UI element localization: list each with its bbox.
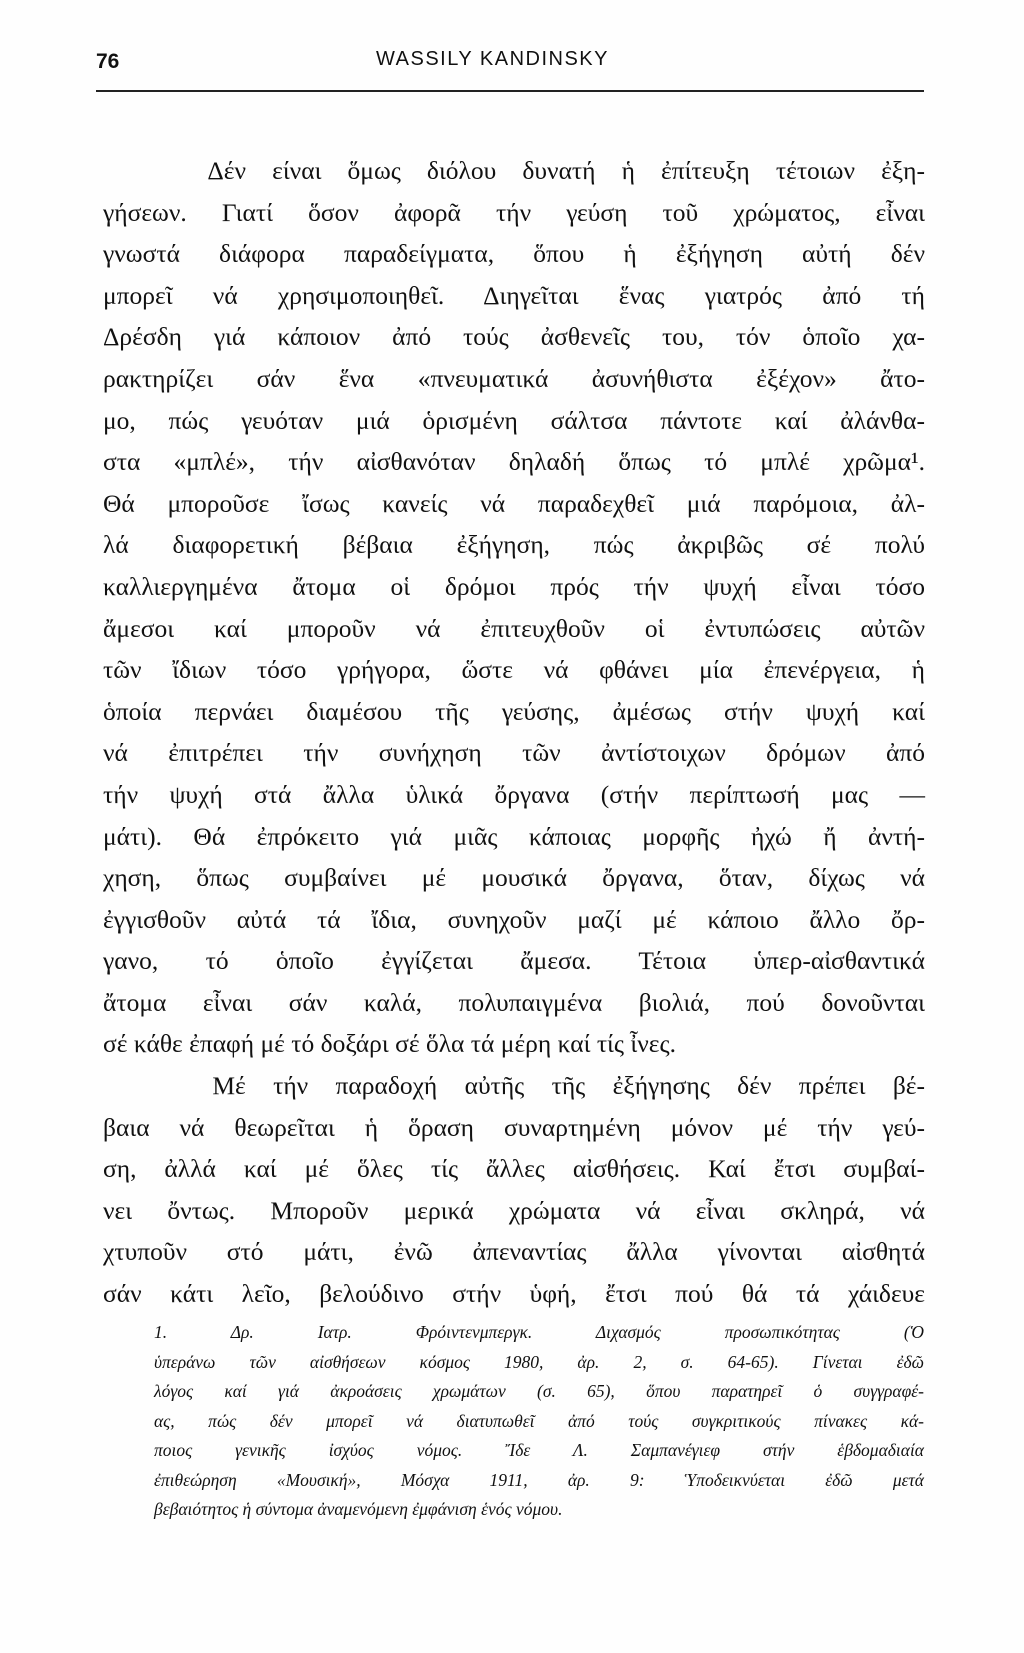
footnote-line: ἐπιθεώρηση «Μουσική», Μόσχα 1911, ἀρ. 9: Ὑποδεικνύεται ἐδῶ μετά: [154, 1469, 924, 1490]
text-line: μο, πώς γευόταν μιά ὁρισμένη σάλτσα πάντοτε καί ἀλάνθα-: [103, 405, 925, 435]
text-line: Δέν είναι ὅμως διόλου δυνατή ἡ ἐπίτευξη τέτοιων ἐξη-: [103, 156, 925, 185]
text-line: τῶν ἴδιων τόσο γρήγορα, ὥστε νά φθάνει μία ἐπενέργεια, ἡ: [103, 655, 925, 685]
text-line: ἐγγισθοῦν αὐτά τά ἴδια, συνηχοῦν μαζί μέ κάποιο ἄλλο ὄρ-: [103, 904, 925, 934]
text-line: γνωστά διάφορα παραδείγματα, ὅπου ἡ ἐξήγηση αὐτή δέν: [103, 239, 925, 269]
text-line: τήν ψυχή στά ἄλλα ὑλικά ὄργανα (στήν περίπτωσή μας —: [103, 779, 925, 809]
text-line: μπορεῖ νά χρησιμοποιηθεῖ. Διηγεῖται ἕνας γιατρός ἀπό τή: [103, 280, 925, 310]
text-line: μάτι). Θά ἐπρόκειτο γιά μιᾶς κάποιας μορφῆς ἠχώ ἤ ἀντή-: [103, 821, 925, 851]
text-line: ἄμεσοι καί μποροῦν νά ἐπιτευχθοῦν οἱ ἐντυπώσεις αὐτῶν: [103, 613, 925, 643]
text-line: βαια νά θεωρεῖται ἡ ὅραση συναρτημένη μόνον μέ τήν γεύ-: [103, 1112, 925, 1142]
footnotes: [154, 1318, 924, 1525]
text-line: χτυποῦν στό μάτι, ἐνῶ ἀπεναντίας ἄλλα γίνονται αἰσθητά: [103, 1237, 925, 1267]
footnote-line: ὑπεράνω τῶν αἰσθήσεων κόσμος 1980, ἀρ. 2, σ. 64-65). Γίνεται ἐδῶ: [154, 1351, 924, 1372]
text-line: νά ἐπιτρέπει τήν συνήχηση τῶν ἀντίστοιχων δρόμων ἀπό: [103, 738, 925, 768]
text-line: καλλιεργημένα ἄτομα οἱ δρόμοι πρός τήν ψυχή εἶναι τόσο: [103, 571, 925, 601]
text-line: ση, ἀλλά καί μέ ὅλες τίς ἄλλες αἰσθήσεις. Καί ἔτσι συμβαί-: [103, 1154, 925, 1184]
text-line: νει ὄντως. Μποροῦν μερικά χρώματα νά εἶναι σκληρά, νά: [103, 1195, 925, 1225]
text-line: στα «μπλέ», τήν αἰσθανόταν δηλαδή ὅπως τό μπλέ χρῶμα¹.: [103, 447, 925, 477]
footnote-line: ποιος γενικῆς ἰσχύος νόμος. Ἴδε Λ. Σαμπανέγιεφ στήν ἑβδομαδιαία: [154, 1440, 924, 1460]
text-line: σάν κάτι λεῖο, βελούδινο στήν ὑφή, ἔτσι πού θά τά χάιδευε: [103, 1279, 925, 1309]
text-line: ἄτομα εἶναι σάν καλά, πολυπαιγμένα βιολιά, πού δονοῦνται: [103, 987, 925, 1017]
text-line: σέ κάθε ἐπαφή μέ τό δοξάρι σέ ὅλα τά μέρη καί τίς ἶνες.: [103, 1029, 676, 1059]
text-line: Μέ τήν παραδοχή αὐτῆς τῆς ἐξήγησης δέν πρέπει βέ-: [103, 1071, 925, 1101]
text-line: ὁποία περνάει διαμέσου τῆς γεύσης, ἀμέσως στήν ψυχή καί: [103, 696, 925, 726]
text-line: Δρέσδη γιά κάποιον ἀπό τούς ἀσθενεῖς του, τόν ὁποῖο χα-: [103, 322, 925, 352]
text-line: χηση, ὅπως συμβαίνει μέ μουσικά ὄργανα, ὅταν, δίχως νά: [103, 863, 925, 893]
text-line: Θά μποροῦσε ἴσως κανείς νά παραδεχθεῖ μιά παρόμοια, ἀλ-: [103, 488, 925, 518]
body-text: [103, 150, 925, 1315]
text-line: λά διαφορετική βέβαια ἐξήγηση, πώς ἀκριβῶς σέ πολύ: [103, 530, 925, 560]
text-line: γήσεων. Γιατί ὅσον ἀφορᾶ τήν γεύση τοῦ χρώματος, εἶναι: [103, 197, 925, 227]
running-title: WASSILY KANDINSKY: [376, 48, 609, 70]
page-number: 76: [96, 50, 120, 73]
page-header: [96, 44, 924, 92]
text-line: ρακτηρίζει σάν ἕνα «πνευματικά ἀσυνήθιστα ἐξέχον» ἄτο-: [103, 363, 925, 393]
footnote-line: βεβαιότητος ἡ σύντομα ἀναμενόμενη ἐμφάνιση ἑνός νόμου.: [154, 1499, 563, 1519]
footnote-line: ας, πώς δέν μπορεῖ νά διατυπωθεῖ ἀπό τούς συγκριτικούς πίνακες κά-: [154, 1410, 924, 1431]
footnote-line: 1. Δρ. Ιατρ. Φρόιντενμπεργκ. Διχασμός προσωπικότητας (Ὁ: [154, 1322, 924, 1342]
footnote-line: λόγος καί γιά ἀκροάσεις χρωμάτων (σ. 65), ὅπου παρατηρεῖ ὁ συγγραφέ-: [154, 1381, 924, 1401]
text-line: γανο, τό ὁποῖο ἐγγίζεται ἄμεσα. Τέτοια ὑπερ-αἰσθαντικά: [103, 946, 925, 976]
